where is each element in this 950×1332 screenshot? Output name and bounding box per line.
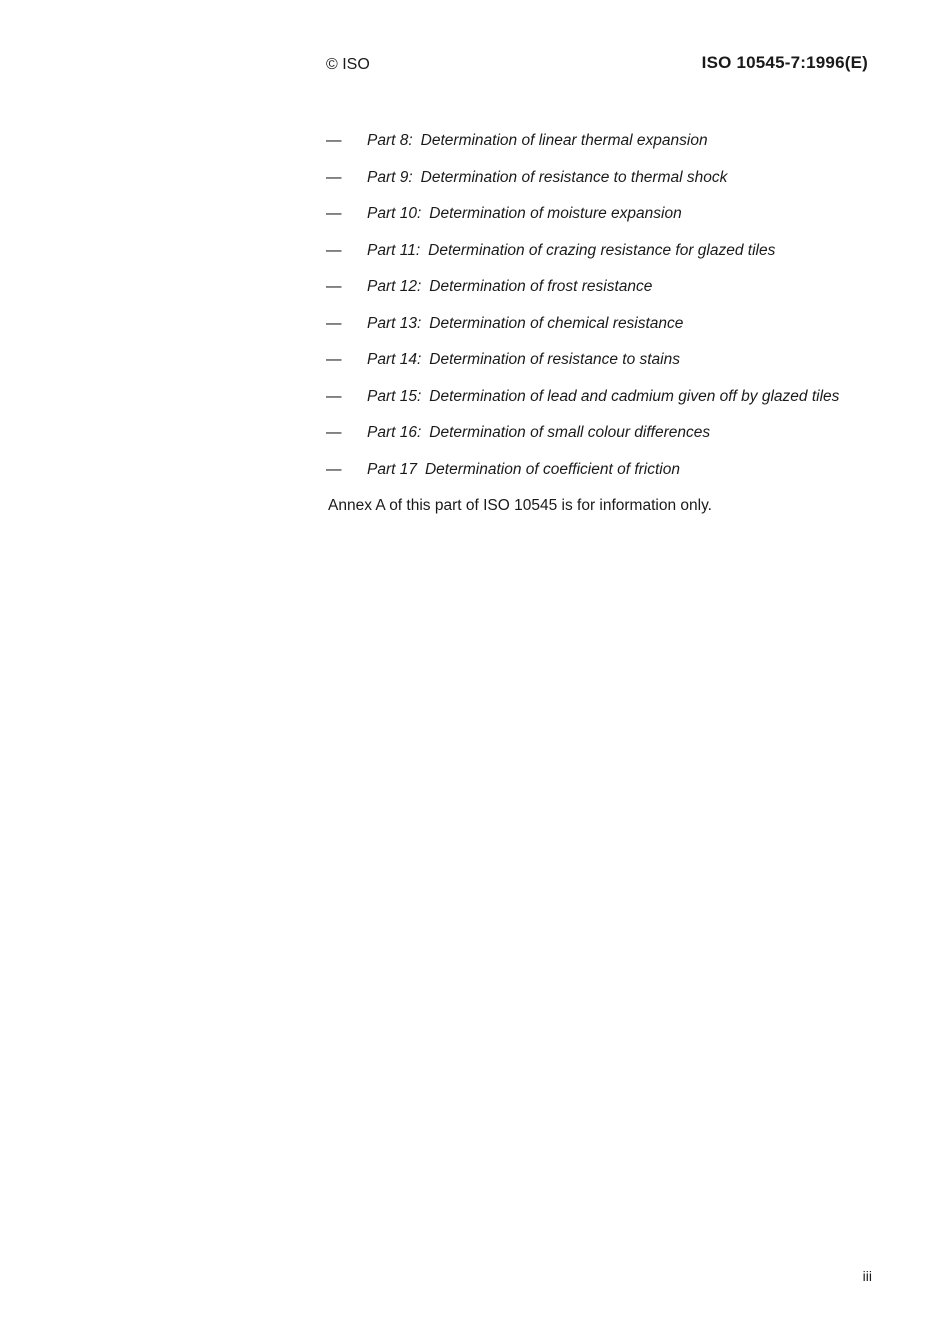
list-item	[326, 351, 886, 388]
list-item	[326, 169, 886, 206]
document-id-header: ISO 10545-7:1996(E)	[701, 53, 868, 72]
copyright-header: © ISO	[326, 56, 370, 73]
part-title: Determination of small colour differences	[429, 424, 711, 441]
list-item	[326, 461, 886, 498]
part-label: Part 16:	[367, 424, 422, 441]
list-item	[326, 424, 886, 461]
part-label: Part 8:	[367, 132, 413, 149]
part-label: Part 14:	[367, 351, 422, 368]
part-label: Part 13:	[367, 314, 422, 332]
list-item	[326, 132, 886, 169]
part-title: Determination of chemical resistance	[429, 314, 684, 332]
part-label: Part 12:	[367, 278, 422, 295]
list-item	[326, 278, 886, 315]
list-dash: —	[326, 168, 342, 186]
list-dash: —	[326, 460, 342, 478]
list-dash: —	[326, 387, 342, 405]
part-label: Part 10:	[367, 205, 422, 222]
part-title: Determination of moisture expansion	[429, 205, 682, 222]
annex-note: Annex A of this part of ISO 10545 is for information only.	[328, 497, 712, 514]
part-label: Part 17	[367, 460, 417, 478]
part-title: Determination of resistance to thermal shock	[420, 168, 728, 186]
list-item	[326, 388, 886, 425]
page-number: iii	[862, 1268, 872, 1284]
part-title: Determination of resistance to stains	[429, 351, 680, 368]
list-dash: —	[326, 205, 342, 222]
parts-list	[326, 132, 886, 497]
part-title: Determination of frost resistance	[429, 278, 653, 295]
list-dash: —	[326, 314, 342, 332]
part-label: Part 9:	[367, 168, 413, 186]
part-title: Determination of crazing resistance for glazed tiles	[428, 241, 776, 259]
part-label: Part 15:	[367, 387, 422, 405]
part-label: Part 11:	[367, 241, 421, 259]
part-title: Determination of coefficient of friction	[424, 460, 680, 478]
part-title: Determination of linear thermal expansion	[420, 132, 708, 149]
list-item	[326, 315, 886, 352]
list-dash: —	[326, 424, 342, 441]
list-item	[326, 205, 886, 242]
list-dash: —	[326, 241, 342, 259]
list-dash: —	[326, 351, 342, 368]
list-item	[326, 242, 886, 279]
list-dash: —	[326, 278, 342, 295]
list-dash: —	[326, 132, 342, 149]
part-title: Determination of lead and cadmium given off by glazed tiles	[429, 387, 840, 405]
